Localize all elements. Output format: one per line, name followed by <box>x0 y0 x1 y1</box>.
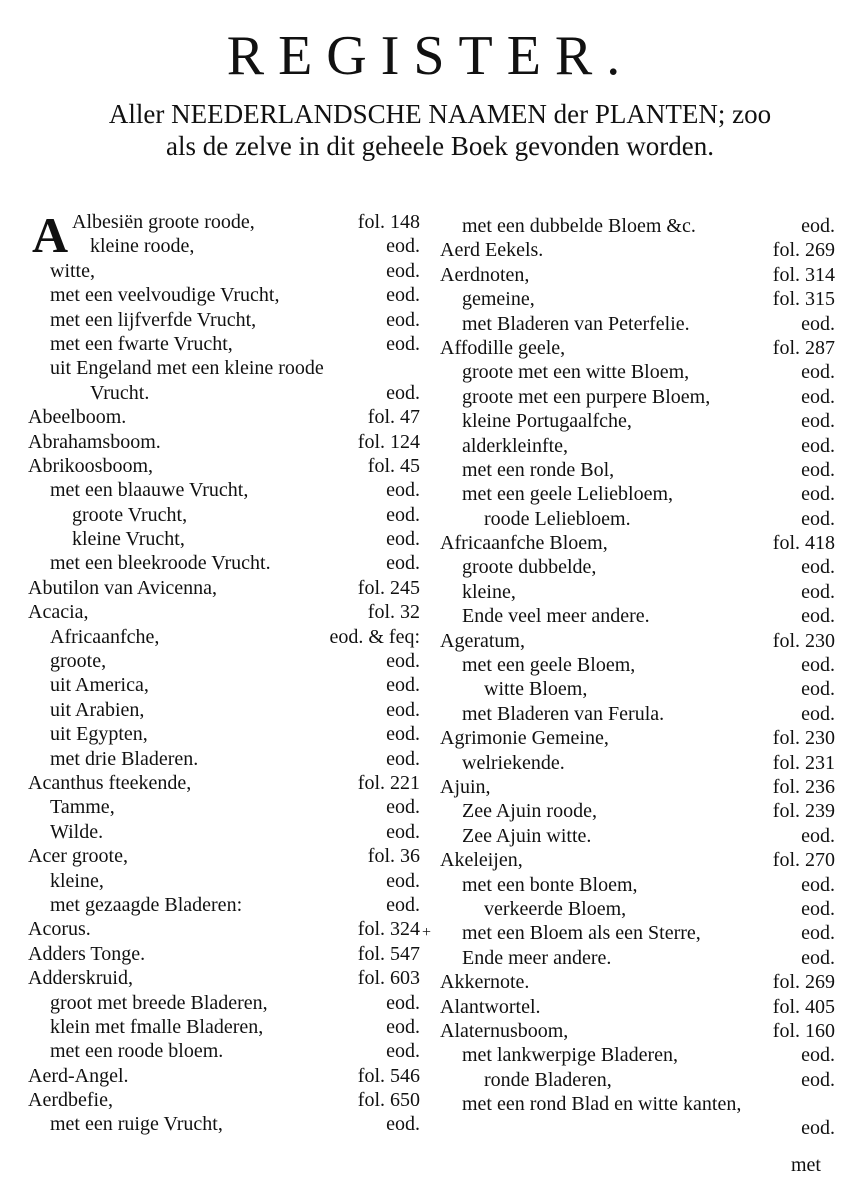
catchword: met <box>791 1154 821 1176</box>
entry-name: groote met een witte Bloem, <box>462 361 690 384</box>
index-entry <box>440 897 835 921</box>
entry-folio-reference: fol. 124 <box>357 430 420 453</box>
entry-folio-reference: eod. <box>386 1015 420 1038</box>
entry-folio-reference: fol. 45 <box>367 454 420 477</box>
index-entry <box>28 722 420 746</box>
index-entry <box>440 653 835 677</box>
index-entry <box>440 580 835 604</box>
entry-name: Acacia, <box>28 601 89 624</box>
entry-name: uit America, <box>50 674 149 697</box>
entry-name: Akkernote. <box>440 971 530 994</box>
entry-folio-reference: eod. <box>386 235 420 258</box>
entry-folio-reference: eod. <box>386 332 420 355</box>
entry-name: Alaternusboom, <box>440 1019 569 1042</box>
index-entry <box>440 604 835 628</box>
index-entry <box>440 458 835 482</box>
entry-name: Ageratum, <box>440 629 525 652</box>
entry-folio-reference: fol. 650 <box>357 1089 420 1112</box>
index-entry <box>440 385 835 409</box>
entry-folio-reference: eod. <box>386 1113 420 1136</box>
entry-name: Agrimonie Gemeine, <box>440 727 609 750</box>
entry-name: Abrahamsboom. <box>28 430 161 453</box>
index-entry <box>440 873 835 897</box>
entry-name: groote dubbelde, <box>462 556 597 579</box>
entry-folio-reference: fol. 32 <box>367 601 420 624</box>
entry-folio-reference: fol. 324 <box>357 918 420 941</box>
entry-name: met een bonte Bloem, <box>462 873 638 896</box>
entry-folio-reference: eod. <box>386 893 420 916</box>
index-entry <box>28 576 420 600</box>
index-entry <box>440 799 835 823</box>
entry-folio-reference: eod. <box>386 528 420 551</box>
entry-name: Wilde. <box>50 820 104 843</box>
index-entry <box>422 921 835 945</box>
index-entry <box>440 214 835 238</box>
index-entry <box>440 726 835 750</box>
entry-name: kleine roode, <box>90 235 195 258</box>
entry-name: Adderskruid, <box>28 967 133 990</box>
entry-name: met een bleekroode Vrucht. <box>50 552 271 575</box>
entry-folio-reference: fol. 269 <box>772 239 835 262</box>
index-entry <box>440 1068 835 1092</box>
index-entry <box>440 751 835 775</box>
entry-folio-reference: eod. <box>801 702 835 725</box>
entry-name: klein met fmalle Bladeren, <box>50 1015 264 1038</box>
entry-name: groote Vrucht, <box>72 503 188 526</box>
entry-name: Acanthus fteekende, <box>28 771 192 794</box>
entry-folio-reference: eod. <box>386 259 420 282</box>
index-entry <box>440 946 835 970</box>
index-entry <box>440 677 835 701</box>
index-entry <box>28 1015 420 1039</box>
index-entry <box>440 312 835 336</box>
index-entry <box>440 824 835 848</box>
index-entry <box>28 478 420 502</box>
entry-folio-reference: eod. <box>386 552 420 575</box>
index-entry <box>440 434 835 458</box>
entry-name: kleine Portugaalfche, <box>462 410 632 433</box>
entry-name: Aerd Eekels. <box>440 239 544 262</box>
index-column-left <box>28 207 420 1137</box>
entry-folio-reference: eod. <box>386 820 420 843</box>
page-title: REGISTER. <box>226 25 635 87</box>
entry-name: uit Engeland met een kleine roode <box>50 357 324 380</box>
index-entry <box>440 482 835 506</box>
index-entry <box>28 673 420 697</box>
entry-name: Aerdnoten, <box>440 263 530 286</box>
entry-folio-reference: eod. <box>801 312 835 335</box>
index-entry <box>28 966 420 990</box>
entry-folio-reference: eod. <box>386 674 420 697</box>
entry-name: Alantwortel. <box>440 995 541 1018</box>
entry-name: met drie Bladeren. <box>50 747 199 770</box>
entry-folio-reference: fol. 269 <box>772 971 835 994</box>
entry-name: Adders Tonge. <box>28 942 146 965</box>
entry-folio-reference: eod. <box>386 747 420 770</box>
entry-folio-reference: fol. 315 <box>772 288 835 311</box>
entry-folio-reference: fol. 603 <box>357 967 420 990</box>
entry-name: met een blaauwe Vrucht, <box>50 479 249 502</box>
entry-name: Akeleijen, <box>440 849 523 872</box>
entry-folio-reference: eod. <box>801 824 835 847</box>
margin-mark: + <box>422 924 432 942</box>
entry-name: Aerdbefie, <box>28 1089 113 1112</box>
entry-name: welriekende. <box>462 751 565 774</box>
entry-name: uit Arabien, <box>50 698 145 721</box>
index-entry <box>28 430 420 454</box>
index-entry <box>440 1092 835 1116</box>
entry-name: Abrikoosboom, <box>28 454 153 477</box>
entry-name: Abeelboom. <box>28 406 127 429</box>
entry-folio-reference: fol. 231 <box>772 751 835 774</box>
entry-folio-reference: eod. <box>386 869 420 892</box>
entry-folio-reference: eod. <box>801 873 835 896</box>
entry-name: witte Bloem, <box>484 678 588 701</box>
entry-name: Zee Ajuin roode, <box>462 800 597 823</box>
subtitle-line-2: als de zelve in dit geheele Boek gevonden worden. <box>165 131 715 161</box>
entry-name: met een geele Leliebloem, <box>462 483 674 506</box>
index-entry <box>440 555 835 579</box>
index-entry <box>440 1043 835 1067</box>
entry-folio-reference: eod. <box>801 1068 835 1091</box>
index-entry <box>440 995 835 1019</box>
index-entry <box>28 1064 420 1088</box>
index-entry <box>440 1019 835 1043</box>
entry-name: uit Egypten, <box>50 723 148 746</box>
entry-name: groot met breede Bladeren, <box>50 991 268 1014</box>
entry-folio-reference: eod. <box>386 1040 420 1063</box>
index-entry <box>440 531 835 555</box>
entry-folio-reference: eod. <box>801 678 835 701</box>
entry-folio-reference: eod. <box>801 385 835 408</box>
index-entry <box>28 771 420 795</box>
entry-folio-reference: eod. <box>801 1044 835 1067</box>
entry-folio-reference: eod. <box>801 458 835 481</box>
entry-folio-reference: fol. 36 <box>367 845 420 868</box>
index-entry <box>28 600 420 624</box>
index-entry <box>28 991 420 1015</box>
entry-name: met een ronde Bol, <box>462 458 615 481</box>
entry-folio-reference: fol. 160 <box>772 1019 835 1042</box>
entry-folio-reference: fol. 245 <box>357 576 420 599</box>
entry-name: kleine, <box>50 869 104 892</box>
entry-name: ronde Bladeren, <box>484 1068 612 1091</box>
entry-folio-reference: eod. <box>801 605 835 628</box>
index-entry <box>28 869 420 893</box>
entry-name: roode Leliebloem. <box>484 507 631 530</box>
index-entry <box>440 507 835 531</box>
entry-name: met een fwarte Vrucht, <box>50 332 233 355</box>
index-entry <box>28 942 420 966</box>
index-entry <box>28 917 420 941</box>
index-column-right <box>422 214 835 1141</box>
entry-folio-reference: eod. <box>386 308 420 331</box>
index-entry <box>28 527 420 551</box>
entry-name: Ende meer andere. <box>462 946 612 969</box>
entry-folio-reference: eod. <box>801 1117 835 1140</box>
index-entry <box>440 702 835 726</box>
drop-cap-letter: A <box>32 207 69 263</box>
entry-folio-reference: eod. <box>801 897 835 920</box>
index-entry <box>440 263 835 287</box>
entry-folio-reference: eod. <box>801 507 835 530</box>
entry-folio-reference: eod. <box>801 654 835 677</box>
entry-folio-reference: eod. <box>386 381 420 404</box>
index-entry <box>440 848 835 872</box>
entry-name: met een geele Bloem, <box>462 654 636 677</box>
index-entry <box>440 336 835 360</box>
entry-folio-reference: fol. 287 <box>772 336 835 359</box>
entry-name: Acorus. <box>28 918 91 941</box>
index-entry <box>28 1039 420 1063</box>
entry-folio-reference: eod. <box>801 361 835 384</box>
index-entry <box>28 283 420 307</box>
entry-folio-reference: eod. <box>801 215 835 237</box>
entry-name: gemeine, <box>462 288 535 311</box>
entry-name: met een lijfverfde Vrucht, <box>50 308 257 331</box>
entry-folio-reference: eod. <box>386 698 420 721</box>
entry-name: met gezaagde Bladeren: <box>50 893 243 916</box>
index-entry <box>28 820 420 844</box>
index-entry <box>440 409 835 433</box>
index-entry <box>28 1088 420 1112</box>
index-entry <box>28 844 420 868</box>
entry-folio-reference: eod. <box>386 479 420 502</box>
index-entry <box>440 287 835 311</box>
index-entry <box>28 1112 420 1136</box>
entry-name: met een rond Blad en witte kanten, <box>462 1093 742 1116</box>
index-entry <box>28 503 420 527</box>
index-entry <box>440 775 835 799</box>
entry-name: kleine Vrucht, <box>72 528 185 551</box>
entry-folio-reference: eod. <box>801 483 835 506</box>
entry-folio-reference: fol. 239 <box>772 800 835 823</box>
entry-name: Acer groote, <box>28 845 128 868</box>
entry-folio-reference: fol. 418 <box>772 532 835 555</box>
entry-folio-reference: eod. <box>801 922 835 945</box>
index-entry <box>28 234 420 258</box>
index-entry <box>28 698 420 722</box>
entry-folio-reference: fol. 47 <box>367 406 420 429</box>
entry-name: met een Bloem als een Sterre, <box>462 922 701 945</box>
entry-folio-reference: eod. <box>801 946 835 969</box>
entry-name: witte, <box>50 259 95 282</box>
entry-folio-reference: eod. <box>386 284 420 307</box>
entry-name: met lankwerpige Bladeren, <box>462 1044 679 1067</box>
entry-name: met een ruige Vrucht, <box>50 1113 223 1136</box>
entry-folio-reference: fol. 221 <box>357 771 420 794</box>
index-entry <box>28 625 420 649</box>
index-entry <box>28 649 420 673</box>
page-subtitle <box>40 98 840 162</box>
entry-name: groote met een purpere Bloem, <box>462 385 711 408</box>
entry-folio-reference: fol. 270 <box>772 849 835 872</box>
entry-name: verkeerde Bloem, <box>484 897 627 920</box>
entry-name: kleine, <box>462 580 516 603</box>
index-entry <box>28 893 420 917</box>
entry-folio-reference: fol. 230 <box>772 629 835 652</box>
entry-folio-reference: eod. <box>386 723 420 746</box>
entry-name: Vrucht. <box>90 381 150 404</box>
entry-folio-reference: fol. 230 <box>772 727 835 750</box>
index-entry <box>28 308 420 332</box>
entry-name: Ajuin, <box>440 775 491 798</box>
entry-folio-reference: eod. <box>386 650 420 673</box>
index-entry <box>28 454 420 478</box>
entry-name: Aerd-Angel. <box>28 1064 129 1087</box>
entry-folio-reference: eod. <box>386 991 420 1014</box>
entry-folio-reference: fol. 546 <box>357 1064 420 1087</box>
index-entry <box>440 970 835 994</box>
entry-name: Zee Ajuin witte. <box>462 824 592 847</box>
entry-name: met een roode bloem. <box>50 1040 224 1063</box>
entry-folio-reference: eod. <box>801 580 835 603</box>
entry-name: met Bladeren van Peterfelie. <box>462 312 690 335</box>
entry-folio-reference: fol. 405 <box>772 995 835 1018</box>
index-entry <box>28 795 420 819</box>
index-entry <box>28 356 420 380</box>
entry-folio-reference: eod. <box>801 434 835 457</box>
index-entry <box>440 629 835 653</box>
subtitle-line-1: Aller NEEDERLANDSCHE NAAMEN der PLANTEN; zoo <box>108 99 772 129</box>
entry-folio-reference: fol. 236 <box>772 775 835 798</box>
entry-folio-reference: fol. 314 <box>772 263 835 286</box>
entry-name: groote, <box>50 650 107 673</box>
entry-name: Albesiën groote roode, <box>72 211 255 233</box>
index-entry <box>28 551 420 575</box>
entry-name: Tamme, <box>50 796 115 819</box>
entry-folio-reference: eod. <box>801 556 835 579</box>
index-entry <box>28 747 420 771</box>
entry-name: Abutilon van Avicenna, <box>28 576 218 599</box>
entry-folio-reference: fol. 148 <box>357 211 420 233</box>
entry-name: met een veelvoudige Vrucht, <box>50 284 280 307</box>
index-entry <box>28 332 420 356</box>
entry-folio-reference: eod. <box>386 503 420 526</box>
entry-name: met een dubbelde Bloem &c. <box>462 215 696 237</box>
entry-name: alderkleinfte, <box>462 434 569 457</box>
index-entry <box>28 405 420 429</box>
entry-folio-reference: eod. <box>386 796 420 819</box>
entry-name: met Bladeren van Ferula. <box>462 702 665 725</box>
entry-folio-reference: eod. <box>801 410 835 433</box>
entry-name: Ende veel meer andere. <box>462 605 650 628</box>
index-entry <box>440 360 835 384</box>
index-entry <box>440 238 835 262</box>
entry-name: Affodille geele, <box>440 336 566 359</box>
entry-folio-reference: eod. & feq: <box>329 625 420 648</box>
entry-name: Africaanfche Bloem, <box>440 532 608 555</box>
entry-folio-reference: fol. 547 <box>357 942 420 965</box>
index-entry <box>28 259 420 283</box>
index-entry <box>28 381 420 405</box>
entry-name: Africaanfche, <box>50 625 160 648</box>
index-entry <box>440 1116 835 1140</box>
